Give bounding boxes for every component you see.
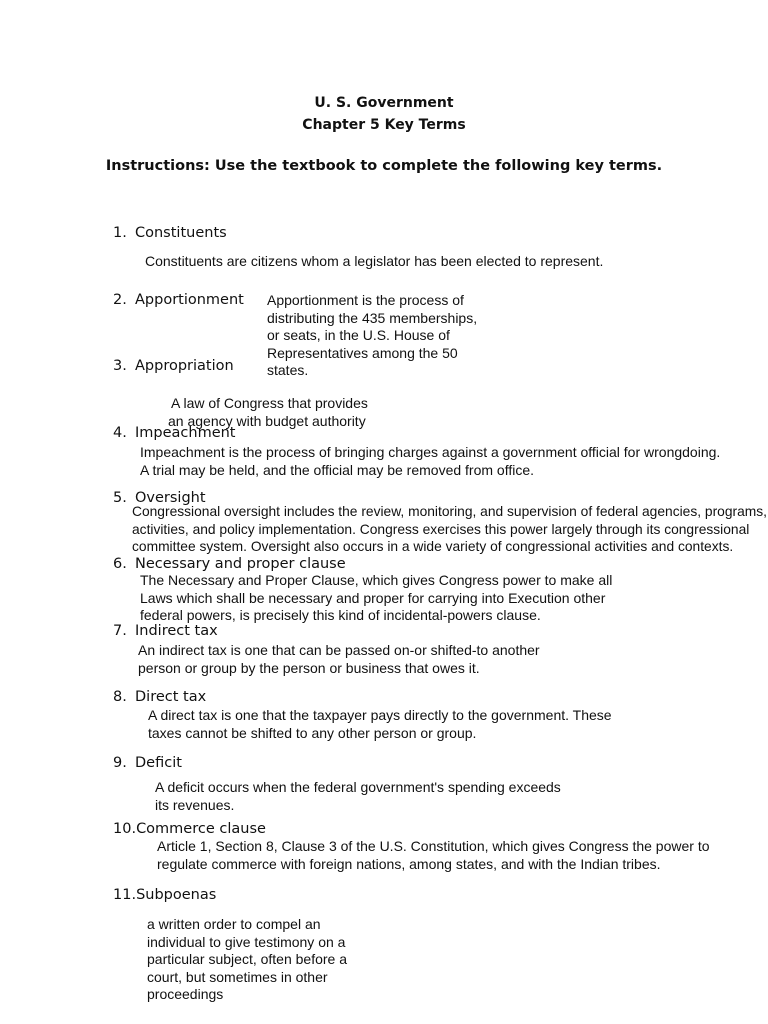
definition-line: individual to give testimony on a <box>147 933 346 950</box>
definition-line: person or group by the person or business that owes it. <box>138 659 480 676</box>
term-9-heading <box>113 755 182 771</box>
term-label: Subpoenas <box>136 887 217 903</box>
term-number: 6. <box>113 556 127 572</box>
definition-line: Constituents are citizens whom a legislator has been elected to represent. <box>145 253 604 269</box>
term-number: 5. <box>113 490 127 506</box>
definition-line: Apportionment is the process of <box>267 292 464 308</box>
definition-line: regulate commerce with foreign nations, among states, and with the Indian tribes. <box>157 855 661 872</box>
definition-line: Congressional oversight includes the review, monitoring, and supervision of federal agencies, programs, <box>132 504 768 519</box>
term-number: 10. <box>113 821 137 837</box>
term-8-heading <box>113 689 207 705</box>
definition-line: A trial may be held, and the official may be removed from office. <box>140 461 535 478</box>
term-1-definition <box>145 253 603 271</box>
term-11-heading <box>113 887 216 903</box>
term-7-definition <box>138 642 540 677</box>
definition-line: Representatives among the 50 <box>267 344 458 361</box>
term-number: 9. <box>113 755 127 771</box>
term-label: Constituents <box>135 225 227 241</box>
term-number: 4. <box>113 425 127 441</box>
term-label: Impeachment <box>135 425 236 441</box>
definition-line: an agency with budget authority <box>168 412 366 429</box>
term-10-heading <box>113 821 266 837</box>
definition-line: A law of Congress that provides <box>171 395 368 411</box>
term-label: Commerce clause <box>136 821 266 837</box>
definition-line: An indirect tax is one that can be passed on-or shifted-to another <box>138 642 540 658</box>
term-8-definition <box>148 707 612 742</box>
term-number: 11. <box>113 887 137 903</box>
term-number: 3. <box>113 358 127 374</box>
definition-line: proceedings <box>147 986 224 1002</box>
term-9-definition <box>155 779 561 814</box>
term-label: Appropriation <box>135 358 234 374</box>
term-1-heading <box>113 225 227 241</box>
definition-line: Laws which shall be necessary and proper for carrying into Execution other <box>140 589 606 606</box>
definition-line: activities, and policy implementation. Congress exercises this power largely through its congressional <box>132 521 750 537</box>
term-number: 1. <box>113 225 127 241</box>
term-2-definition <box>267 292 477 380</box>
term-3-heading <box>113 358 234 374</box>
definition-line: taxes cannot be shifted to any other person or group. <box>148 724 477 741</box>
term-label: Apportionment <box>135 292 244 308</box>
term-label: Direct tax <box>135 689 207 705</box>
term-5-definition <box>132 503 767 556</box>
term-4-heading <box>113 425 236 441</box>
definition-line: federal powers, is precisely this kind of incidental-powers clause. <box>140 607 541 623</box>
definition-line: committee system. Oversight also occurs in a wide variety of congressional activities and contexts. <box>132 539 734 554</box>
definition-line: A direct tax is one that the taxpayer pays directly to the government. These <box>148 707 612 723</box>
term-11-definition <box>147 916 347 1004</box>
term-7-heading <box>113 623 218 639</box>
definition-line: Impeachment is the process of bringing charges against a government official for wrongdoing. <box>140 444 721 460</box>
definition-line: Article 1, Section 8, Clause 3 of the U.S. Constitution, which gives Congress the power to <box>157 838 710 854</box>
term-4-definition <box>140 444 720 479</box>
term-label: Deficit <box>135 755 182 771</box>
document-subtitle: Chapter 5 Key Terms <box>302 117 466 133</box>
instructions: Instructions: Use the textbook to complete the following key terms. <box>105 158 663 174</box>
term-label: Oversight <box>135 490 206 506</box>
term-label: Necessary and proper clause <box>135 556 346 572</box>
term-10-definition <box>157 838 710 873</box>
document-title: U. S. Government <box>314 95 454 111</box>
term-6-definition <box>140 572 612 625</box>
term-6-heading <box>113 556 346 572</box>
term-label: Indirect tax <box>135 623 218 639</box>
term-2-heading <box>113 292 244 308</box>
definition-line: states. <box>267 362 309 378</box>
term-number: 2. <box>113 292 127 308</box>
term-number: 8. <box>113 689 127 705</box>
definition-line: a written order to compel an <box>147 916 321 932</box>
definition-line: or seats, in the U.S. House of <box>267 327 450 343</box>
definition-line: distributing the 435 memberships, <box>267 309 478 326</box>
term-5-heading <box>113 490 206 506</box>
definition-line: its revenues. <box>155 796 235 813</box>
definition-line: A deficit occurs when the federal government's spending exceeds <box>155 779 561 795</box>
term-number: 7. <box>113 623 127 639</box>
definition-line: particular subject, often before a <box>147 951 348 967</box>
definition-line: The Necessary and Proper Clause, which gives Congress power to make all <box>140 572 613 588</box>
definition-line: court, but sometimes in other <box>147 968 328 985</box>
